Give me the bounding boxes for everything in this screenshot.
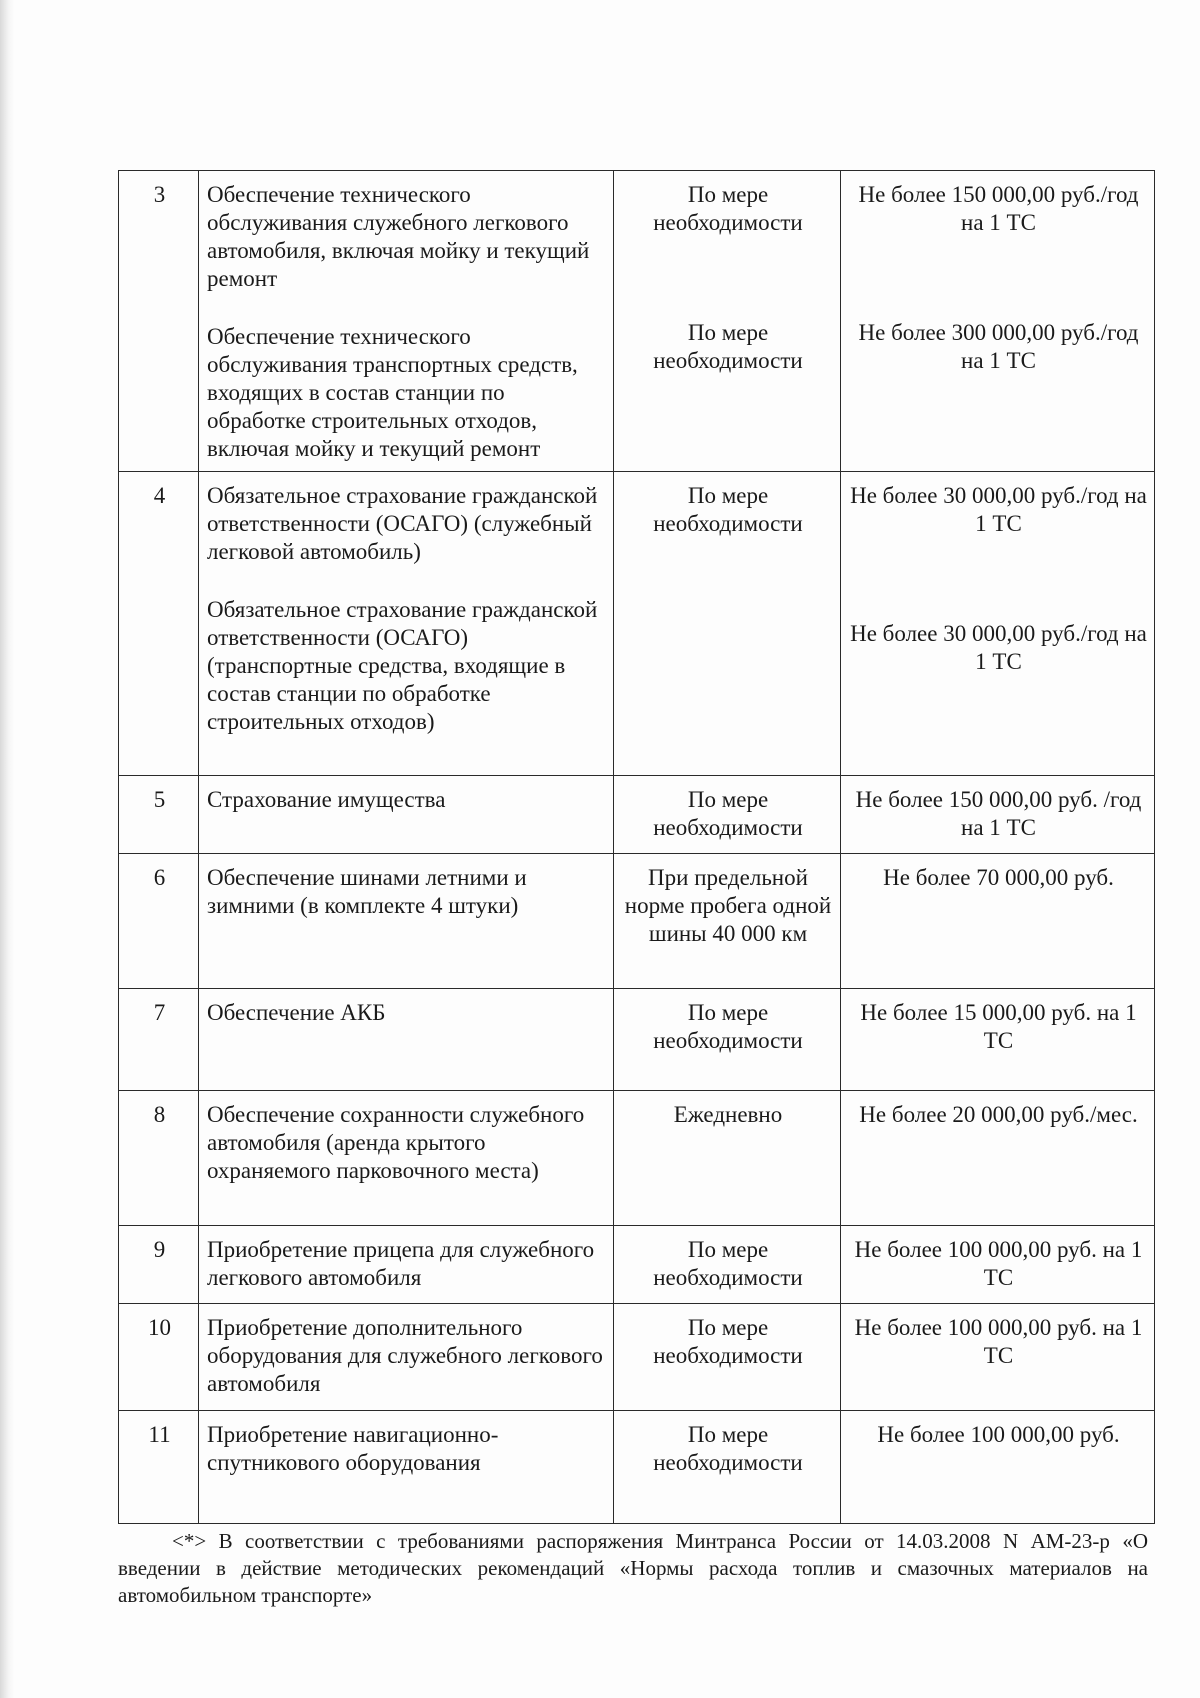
row-name-cell bbox=[199, 171, 614, 472]
row-frequency: Ежедневно bbox=[614, 1091, 841, 1226]
scan-edge bbox=[0, 0, 14, 1698]
row-name: Обязательное страхование гражданской ответственности (ОСАГО) (служебный легковой автомобиль) bbox=[207, 483, 598, 564]
row-limit: Не более 150 000,00 руб./год на 1 ТС bbox=[858, 182, 1139, 235]
row-number: 5 bbox=[119, 776, 199, 854]
row-number: 8 bbox=[119, 1091, 199, 1226]
row-limit-cell bbox=[841, 472, 1155, 776]
row-number: 7 bbox=[119, 989, 199, 1091]
row-frequency: При предельной норме пробега одной шины 40 000 км bbox=[614, 854, 841, 989]
row-frequency: По мере необходимости bbox=[614, 776, 841, 854]
row-limit: Не более 30 000,00 руб./год на 1 ТС bbox=[850, 483, 1147, 536]
row-number: 4 bbox=[119, 472, 199, 776]
table-row bbox=[119, 854, 1155, 989]
row-frequency: По мере необходимости bbox=[653, 320, 803, 373]
table-row bbox=[119, 989, 1155, 1091]
table-row bbox=[119, 1091, 1155, 1226]
row-name: Обеспечение шинами летними и зимними (в комплекте 4 штуки) bbox=[199, 854, 614, 989]
row-limit-cell bbox=[841, 171, 1155, 472]
row-frequency: По мере необходимости bbox=[614, 1226, 841, 1304]
row-number: 11 bbox=[119, 1411, 199, 1524]
table-row bbox=[119, 1226, 1155, 1304]
row-limit: Не более 70 000,00 руб. bbox=[841, 854, 1155, 989]
row-name: Обеспечение технического обслуживания транспортных средств, входящих в состав станции по обработке строительных отходов, включая мойку и текущий ремонт bbox=[207, 324, 578, 461]
row-name: Обеспечение технического обслуживания служебного легкового автомобиля, включая мойку и текущий ремонт bbox=[207, 182, 590, 291]
norms-table bbox=[118, 170, 1155, 1524]
row-limit: Не более 100 000,00 руб. bbox=[841, 1411, 1155, 1524]
row-limit: Не более 100 000,00 руб. на 1 ТС bbox=[841, 1304, 1155, 1411]
table-row bbox=[119, 776, 1155, 854]
row-frequency: По мере необходимости bbox=[653, 483, 803, 536]
row-name: Приобретение навигационно-спутникового оборудования bbox=[199, 1411, 614, 1524]
row-name: Обеспечение АКБ bbox=[199, 989, 614, 1091]
row-number: 3 bbox=[119, 171, 199, 472]
table-row bbox=[119, 472, 1155, 776]
row-limit: Не более 300 000,00 руб./год на 1 ТС bbox=[858, 320, 1139, 373]
row-name: Обеспечение сохранности служебного автомобиля (аренда крытого охраняемого парковочного места) bbox=[199, 1091, 614, 1226]
table-row bbox=[119, 1304, 1155, 1411]
row-name: Приобретение прицепа для служебного легкового автомобиля bbox=[199, 1226, 614, 1304]
footnote: <*> В соответствии с требованиями распоряжения Минтранса России от 14.03.2008 N АМ-23-р «О введении в действие методических рекомендаций «Нормы расхода топлив и смазочных материалов на автомобильном транспорте» bbox=[118, 1529, 1148, 1607]
table-row bbox=[119, 171, 1155, 472]
row-frequency-cell bbox=[614, 171, 841, 472]
row-number: 10 bbox=[119, 1304, 199, 1411]
row-limit: Не более 15 000,00 руб. на 1 ТС bbox=[841, 989, 1155, 1091]
row-frequency: По мере необходимости bbox=[614, 989, 841, 1091]
row-name: Приобретение дополнительного оборудования для служебного легкового автомобиля bbox=[199, 1304, 614, 1411]
row-frequency-cell bbox=[614, 472, 841, 776]
row-frequency: По мере необходимости bbox=[614, 1304, 841, 1411]
row-limit: Не более 20 000,00 руб./мес. bbox=[841, 1091, 1155, 1226]
row-limit: Не более 100 000,00 руб. на 1 ТС bbox=[841, 1226, 1155, 1304]
row-name-cell bbox=[199, 472, 614, 776]
row-frequency: По мере необходимости bbox=[614, 1411, 841, 1524]
row-name: Страхование имущества bbox=[199, 776, 614, 854]
table-row bbox=[119, 1411, 1155, 1524]
row-frequency: По мере необходимости bbox=[653, 182, 803, 235]
row-limit: Не более 30 000,00 руб./год на 1 ТС bbox=[850, 621, 1147, 674]
row-name: Обязательное страхование гражданской ответственности (ОСАГО) (транспортные средства, входящие в состав станции по обработке строительных отходов) bbox=[207, 597, 598, 734]
row-limit: Не более 150 000,00 руб. /год на 1 ТС bbox=[841, 776, 1155, 854]
row-number: 6 bbox=[119, 854, 199, 989]
row-number: 9 bbox=[119, 1226, 199, 1304]
